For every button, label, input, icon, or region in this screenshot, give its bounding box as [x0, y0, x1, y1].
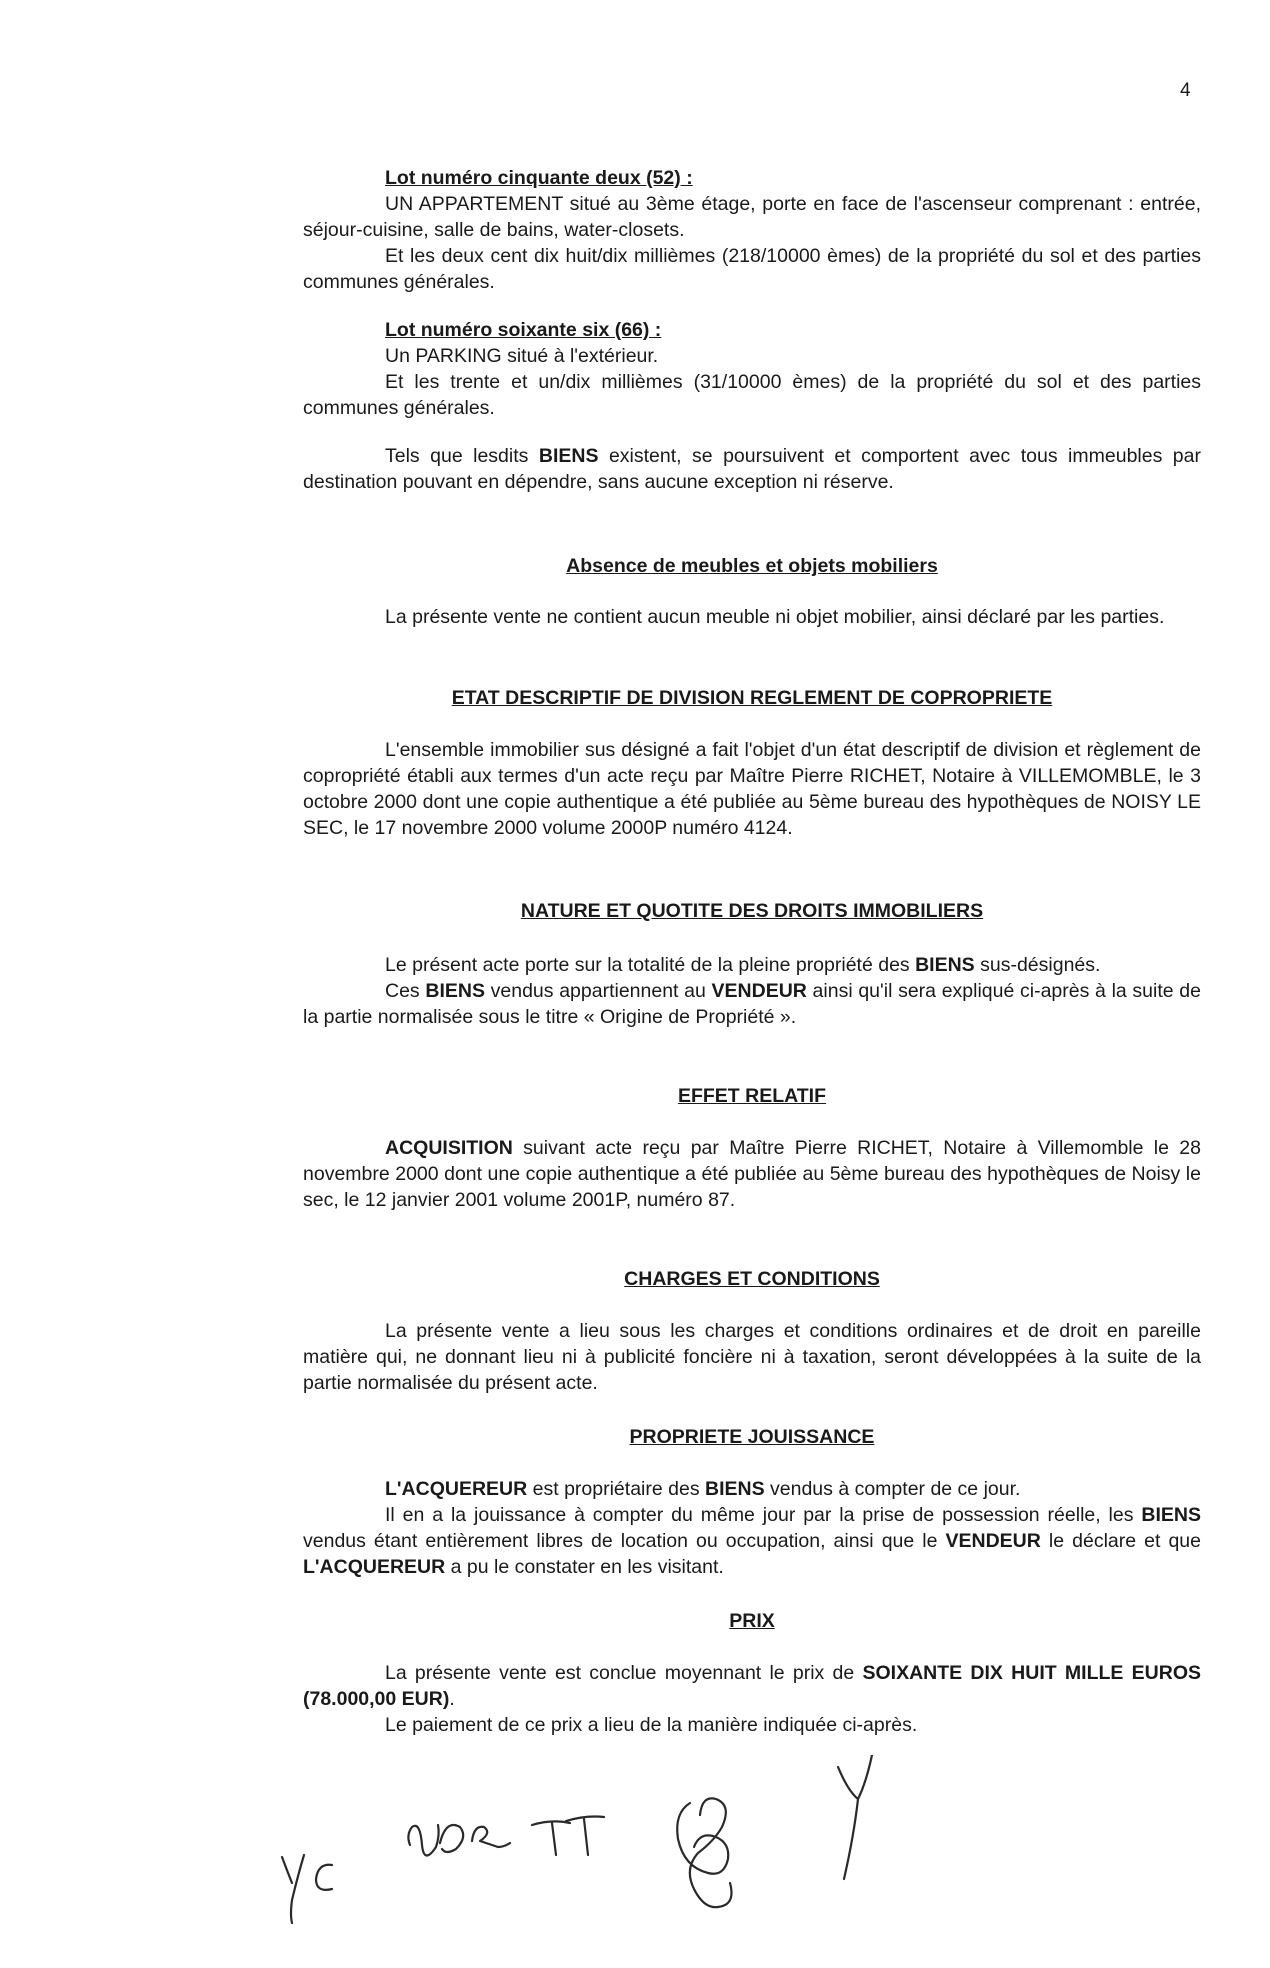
initials-ndr-signature — [408, 1825, 510, 1856]
lot-66-quote-part: Et les trente et un/dix millièmes (31/10000 èmes) de la propriété du sol et des parties communes générales. — [303, 371, 1201, 419]
etat-paragraph: L'ensemble immobilier sus désigné a fait l'objet d'un état descriptif de division et règlement de copropriété établi aux termes d'un acte reçu par Maître Pierre RICHET, Notaire à VILLEMOMBLE, le 3 octobre 2000 dont une copie authentique a été publiée au 5ème bureau des hypothèques de NOISY LE SEC, le 17 novembre 2000 volume 2000P numéro 4124. — [303, 739, 1201, 839]
lot-52-quote-part: Et les deux cent dix huit/dix millièmes (218/10000 èmes) de la propriété du sol et des parties communes générales. — [303, 245, 1201, 293]
lot-66-title: Lot numéro soixante six (66) : — [385, 319, 662, 341]
initials-yc-signature — [282, 1855, 332, 1923]
initials-y-signature — [838, 1755, 872, 1879]
heading-charges-conditions: CHARGES ET CONDITIONS — [624, 1268, 880, 1290]
prix-paragraph-2: Le paiement de ce prix a lieu de la manière indiquée ci-après. — [385, 1714, 918, 1736]
prix-block — [303, 1660, 1201, 1738]
heading-propriete-jouissance: PROPRIETE JOUISSANCE — [629, 1426, 875, 1448]
charges-block — [303, 1318, 1201, 1396]
heading-prix: PRIX — [729, 1610, 775, 1632]
heading-absence-meubles: Absence de meubles et objets mobiliers — [566, 555, 938, 577]
initials-tt-signature — [532, 1817, 604, 1856]
heading-etat-descriptif: ETAT DESCRIPTIF DE DIVISION REGLEMENT DE COPROPRIETE — [451, 687, 1053, 709]
propriete-paragraph-1: L'ACQUEREUR est propriétaire des BIENS vendus à compter de ce jour. — [385, 1478, 1021, 1500]
effet-paragraph: ACQUISITION suivant acte reçu par Maître Pierre RICHET, Notaire à Villemomble le 28 novembre 2000 dont une copie authentique a été publiée au 5ème bureau des hypothèques de Noisy le sec, le 12 janvier 2001 volume 2001P, numéro 87. — [303, 1137, 1201, 1211]
absence-paragraph: La présente vente ne contient aucun meuble ni objet mobilier, ainsi déclaré par les parties. — [385, 606, 1165, 628]
nature-paragraph-2: Ces BIENS vendus appartiennent au VENDEUR ainsi qu'il sera expliqué ci-après à la suite de la partie normalisée sous le titre « Origine de Propriété ». — [303, 980, 1201, 1028]
lot-66-description: Un PARKING situé à l'extérieur. — [385, 345, 659, 367]
charges-paragraph: La présente vente a lieu sous les charges et conditions ordinaires et de droit en pareille matière qui, ne donnant lieu ni à publicité foncière ni à taxation, seront développées à la suite de la partie normalisée du présent acte. — [303, 1320, 1201, 1394]
initials-row — [270, 1755, 1030, 1925]
heading-nature-quotite: NATURE ET QUOTITE DES DROITS IMMOBILIERS — [520, 900, 984, 922]
absence-block — [303, 604, 1201, 630]
handwritten-initials — [270, 1755, 1030, 1925]
page-number: 4 — [1180, 80, 1191, 101]
lots-block — [303, 165, 1201, 495]
etat-block — [303, 737, 1201, 841]
lot-52-title: Lot numéro cinquante deux (52) : — [385, 167, 693, 189]
heading-effet-relatif: EFFET RELATIF — [677, 1085, 827, 1107]
tels-que-paragraph: Tels que lesdits BIENS existent, se poursuivent et comportent avec tous immeubles par destination pouvant en dépendre, sans aucune exception ni réserve. — [303, 445, 1201, 493]
effet-block — [303, 1135, 1201, 1213]
nature-block — [303, 952, 1201, 1030]
nature-paragraph-1: Le présent acte porte sur la totalité de la pleine propriété des BIENS sus-désignés. — [385, 954, 1101, 976]
prix-paragraph-1: La présente vente est conclue moyennant le prix de SOIXANTE DIX HUIT MILLE EUROS (78.000,00 EUR). — [303, 1662, 1201, 1710]
propriete-block — [303, 1476, 1201, 1580]
propriete-paragraph-2: Il en a la jouissance à compter du même jour par la prise de possession réelle, les BIENS vendus étant entièrement libres de location ou occupation, ainsi que le VENDEUR le déclare et que L'ACQUEREUR a pu le constater en les visitant. — [303, 1504, 1201, 1578]
initials-sb-signature — [677, 1798, 731, 1907]
lot-52-description: UN APPARTEMENT situé au 3ème étage, porte en face de l'ascenseur comprenant : entrée, séjour-cuisine, salle de bains, water-closets. — [303, 193, 1201, 241]
